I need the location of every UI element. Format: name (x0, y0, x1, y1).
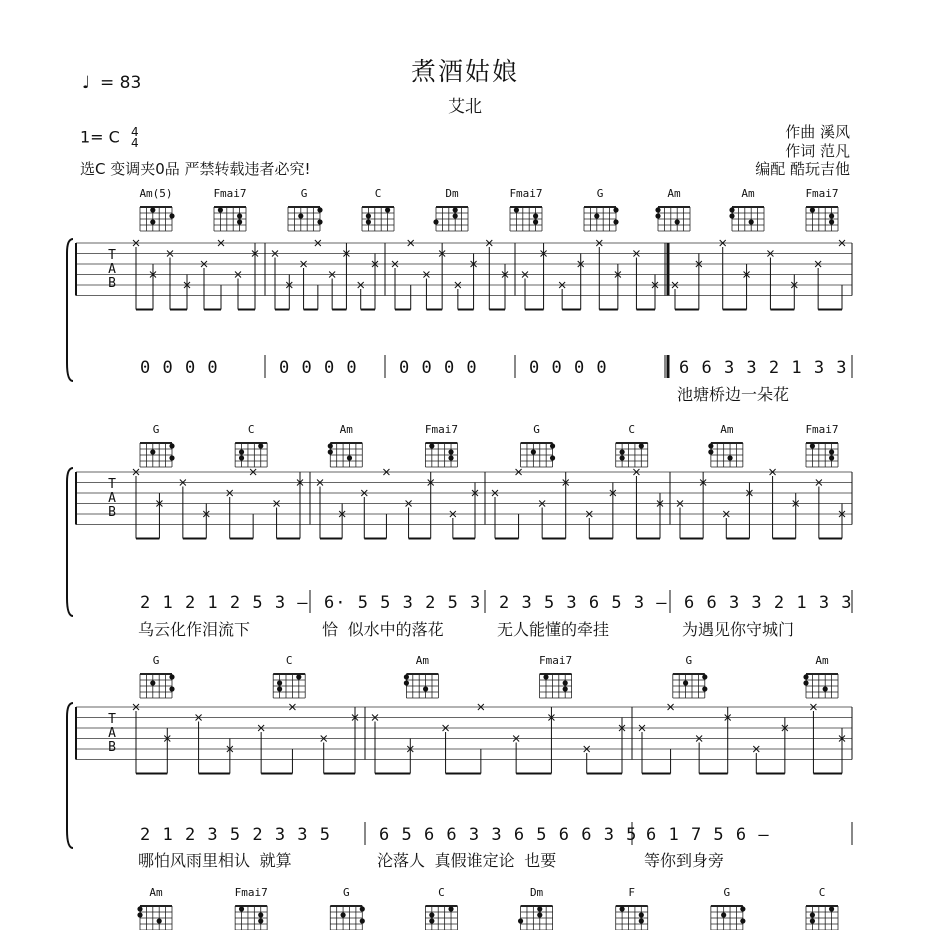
finger-dot (514, 207, 519, 212)
chord-diagram (137, 886, 172, 930)
chord-diagram (404, 654, 439, 698)
jianpu-measure: 6 6 3 3 2 1 3 3 (679, 358, 848, 378)
chord-diagram (521, 423, 556, 467)
finger-dot (531, 449, 536, 454)
finger-dot (829, 449, 834, 454)
finger-dot (169, 443, 174, 448)
chord-name: G (152, 654, 160, 667)
chord-diagram (711, 886, 746, 930)
jianpu-measure: 2 3 5 3 6 5 3 – (499, 593, 668, 613)
finger-dot (150, 449, 155, 454)
jianpu-measure: 6 6 3 3 2 1 3 3 (684, 593, 853, 613)
finger-dot (360, 906, 365, 911)
chord-diagram (273, 654, 305, 698)
finger-dot (655, 207, 660, 212)
finger-dot (258, 918, 263, 923)
finger-dot (810, 207, 815, 212)
finger-dot (239, 906, 244, 911)
finger-dot (239, 455, 244, 460)
chord-diagram (616, 423, 648, 467)
chord-diagram (140, 423, 175, 467)
tab-clef-letter: B (108, 505, 116, 520)
finger-dot (347, 455, 352, 460)
finger-dot (702, 674, 707, 679)
finger-dot (563, 686, 568, 691)
chord-diagram (616, 886, 648, 930)
finger-dot (237, 213, 242, 218)
chord-diagram (655, 187, 690, 231)
finger-dot (448, 449, 453, 454)
chord-name: Fmai7 (424, 423, 458, 436)
chord-diagram (539, 654, 572, 698)
finger-dot (829, 906, 834, 911)
lyricist-credit: 作词 范凡 (785, 142, 850, 160)
jianpu-measure: 6 5 6 6 3 3 6 5 6 6 3 5 (379, 825, 638, 845)
lyric-line: 沦落人 真假谁定论 也要 (377, 851, 557, 870)
finger-dot (317, 207, 322, 212)
finger-dot (729, 207, 734, 212)
tab-clef-letter: A (108, 726, 116, 741)
chord-name: Fmai7 (539, 654, 573, 667)
chord-diagram (425, 423, 458, 467)
finger-dot (237, 219, 242, 224)
finger-dot (150, 207, 155, 212)
finger-dot (296, 674, 301, 679)
chord-name: Dm (445, 187, 459, 200)
finger-dot (169, 686, 174, 691)
lyric-line: 池塘桥边一朵花 (677, 385, 790, 404)
finger-dot (453, 213, 458, 218)
finger-dot (448, 906, 453, 911)
finger-dot (429, 918, 434, 923)
chord-name: Dm (529, 886, 544, 899)
finger-dot (169, 674, 174, 679)
finger-dot (594, 213, 599, 218)
tab-clef-letter: A (108, 491, 116, 506)
finger-dot (453, 207, 458, 212)
finger-dot (810, 912, 815, 917)
finger-dot (550, 443, 555, 448)
tempo-value: = 83 (100, 73, 142, 93)
finger-dot (727, 455, 732, 460)
song-title: 煮酒姑娘 (410, 57, 519, 86)
chord-name: C (438, 886, 445, 899)
finger-dot (543, 674, 548, 679)
chord-name: G (342, 886, 350, 899)
finger-dot (537, 906, 542, 911)
chord-diagram (328, 423, 363, 467)
quarter-note-icon: ♩ (82, 73, 91, 93)
jianpu-measure: 6· 5 5 3 2 5 3 (324, 593, 482, 613)
artist-name: 艾北 (448, 97, 482, 117)
finger-dot (639, 443, 644, 448)
tab-clef-letter: A (108, 262, 116, 277)
finger-dot (433, 219, 438, 224)
chord-diagram (330, 886, 365, 930)
finger-dot (360, 918, 365, 923)
finger-dot (721, 912, 726, 917)
finger-dot (277, 686, 282, 691)
finger-dot (169, 455, 174, 460)
finger-dot (655, 213, 660, 218)
lyric-line: 等你到身旁 (644, 851, 725, 870)
tab-clef-letter: T (108, 712, 116, 727)
finger-dot (702, 686, 707, 691)
finger-dot (729, 213, 734, 218)
chord-name: C (818, 886, 826, 899)
jianpu-measure: 0 0 0 0 (399, 358, 478, 378)
chord-diagram (235, 886, 268, 930)
chord-name: Am (741, 187, 755, 200)
system-brace (67, 468, 73, 616)
finger-dot (810, 443, 815, 448)
jianpu-measure: 2 1 2 1 2 5 3 – (140, 593, 309, 613)
jianpu-measure: 6 1 7 5 6 – (646, 825, 770, 845)
finger-dot (150, 219, 155, 224)
finger-dot (749, 219, 754, 224)
chord-diagram (425, 886, 457, 930)
finger-dot (366, 219, 371, 224)
finger-dot (157, 918, 162, 923)
chord-diagram (518, 886, 553, 930)
finger-dot (708, 449, 713, 454)
finger-dot (829, 455, 834, 460)
chord-name: G (596, 187, 604, 200)
chord-name: Am (415, 654, 430, 667)
time-sig-bottom: 4 (130, 136, 139, 150)
chord-name: Am (667, 187, 681, 200)
finger-dot (639, 912, 644, 917)
finger-dot (169, 213, 174, 218)
finger-dot (137, 906, 142, 911)
chord-name: C (247, 423, 255, 436)
finger-dot (137, 912, 142, 917)
jianpu-measure: 2 1 2 3 5 2 3 3 5 (140, 825, 331, 845)
finger-dot (277, 680, 282, 685)
lyric-line: 为遇见你守城门 (682, 620, 795, 639)
finger-dot (258, 443, 263, 448)
arranger-credit: 编配 酷玩吉他 (755, 160, 850, 178)
finger-dot (150, 680, 155, 685)
finger-dot (385, 207, 390, 212)
chord-diagram (213, 187, 246, 231)
finger-dot (620, 449, 625, 454)
chord-diagram (140, 654, 175, 698)
finger-dot (620, 906, 625, 911)
jianpu-measure: 0 0 0 0 (529, 358, 608, 378)
finger-dot (613, 207, 618, 212)
time-sig-top: 4 (130, 125, 139, 139)
finger-dot (404, 680, 409, 685)
capo-notice: 选C 变调夹0品 严禁转载违者必究! (80, 160, 311, 178)
finger-dot (429, 443, 434, 448)
jianpu-measure: 0 0 0 0 (140, 358, 219, 378)
finger-dot (298, 213, 303, 218)
chord-name: F (628, 886, 636, 899)
chord-diagram (805, 423, 838, 467)
finger-dot (550, 455, 555, 460)
finger-dot (803, 674, 808, 679)
finger-dot (423, 686, 428, 691)
tab-clef-letter: B (108, 740, 116, 755)
finger-dot (810, 918, 815, 923)
chord-diagram (433, 187, 468, 231)
finger-dot (823, 686, 828, 691)
finger-dot (533, 219, 538, 224)
chord-name: Fmai7 (234, 886, 268, 899)
finger-dot (239, 449, 244, 454)
finger-dot (218, 207, 223, 212)
chord-diagram (803, 654, 838, 698)
chord-diagram (509, 187, 542, 231)
finger-dot (563, 680, 568, 685)
chord-name: G (300, 187, 308, 200)
finger-dot (675, 219, 680, 224)
finger-dot (518, 918, 523, 923)
finger-dot (317, 219, 322, 224)
finger-dot (829, 219, 834, 224)
system-brace (67, 703, 73, 848)
lyric-line: 哪怕风雨里相认 就算 (138, 851, 292, 870)
chord-name: Am (339, 423, 353, 436)
chord-name: C (628, 423, 636, 436)
lyric-line: 恰 似水中的落花 (322, 620, 444, 639)
chord-name: G (685, 654, 693, 667)
finger-dot (639, 918, 644, 923)
finger-dot (620, 455, 625, 460)
key-label: 1= C (80, 127, 120, 147)
finger-dot (708, 443, 713, 448)
finger-dot (429, 912, 434, 917)
system-brace (67, 239, 73, 381)
chord-diagram (288, 187, 323, 231)
finger-dot (340, 912, 345, 917)
chord-diagram (139, 187, 174, 231)
finger-dot (533, 213, 538, 218)
chord-diagram (806, 886, 838, 930)
finger-dot (328, 449, 333, 454)
finger-dot (328, 443, 333, 448)
chord-diagram (362, 187, 394, 231)
tab-clef-letter: T (108, 248, 116, 263)
finger-dot (537, 912, 542, 917)
chord-name: C (285, 654, 293, 667)
finger-dot (829, 213, 834, 218)
finger-dot (613, 219, 618, 224)
chord-diagram (729, 187, 764, 231)
finger-dot (404, 674, 409, 679)
chord-name: Am (720, 423, 734, 436)
tab-clef-letter: T (108, 477, 116, 492)
chord-diagram (708, 423, 743, 467)
chord-name: G (152, 423, 160, 436)
finger-dot (803, 680, 808, 685)
chord-diagram (673, 654, 708, 698)
finger-dot (740, 906, 745, 911)
chord-name: Am (815, 654, 829, 667)
finger-dot (366, 213, 371, 218)
chord-name: Fmai7 (213, 187, 247, 200)
lyric-line: 乌云化作泪流下 (138, 620, 251, 639)
chord-name: Fmai7 (805, 187, 839, 200)
chord-name: C (374, 187, 382, 200)
finger-dot (258, 912, 263, 917)
chord-name: Am(5) (139, 187, 173, 200)
tab-clef-letter: B (108, 276, 116, 291)
finger-dot (740, 918, 745, 923)
lyric-line: 无人能懂的牵挂 (497, 620, 610, 639)
finger-dot (448, 455, 453, 460)
chord-name: Fmai7 (509, 187, 543, 200)
chord-diagram (235, 423, 267, 467)
jianpu-measure: 0 0 0 0 (279, 358, 358, 378)
chord-diagram (805, 187, 838, 231)
composer-credit: 作曲 溪风 (785, 123, 850, 141)
finger-dot (683, 680, 688, 685)
chord-diagram (584, 187, 619, 231)
chord-name: G (533, 423, 540, 436)
chord-name: Fmai7 (805, 423, 839, 436)
chord-name: Am (149, 886, 163, 899)
chord-name: G (723, 886, 731, 899)
